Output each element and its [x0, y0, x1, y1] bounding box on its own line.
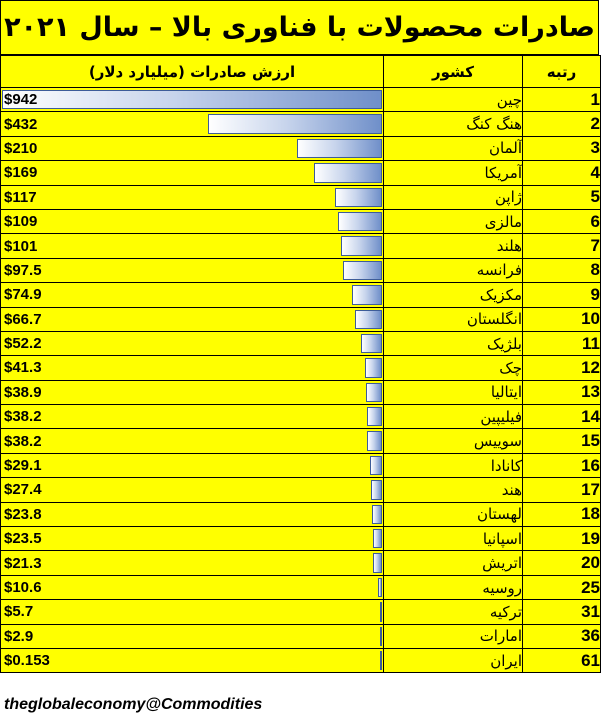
value-label: $97.5	[4, 261, 42, 279]
value-cell	[1, 136, 384, 160]
value-cell	[1, 600, 384, 624]
value-bar	[378, 578, 382, 597]
table-row	[1, 551, 601, 575]
value-label: $23.8	[4, 505, 42, 523]
table-row	[1, 453, 601, 477]
value-bar	[372, 505, 382, 524]
value-cell	[1, 648, 384, 672]
country-cell: لهستان	[384, 502, 523, 526]
table-row	[1, 575, 601, 599]
country-cell: چک	[384, 356, 523, 380]
value-label: $41.3	[4, 359, 42, 377]
country-cell: اسپانیا	[384, 527, 523, 551]
rank-cell: 18	[523, 502, 601, 526]
value-cell	[1, 209, 384, 233]
value-bar	[380, 602, 382, 621]
rank-cell: 11	[523, 331, 601, 355]
country-cell: آلمان	[384, 136, 523, 160]
value-bar	[380, 651, 382, 670]
table-row	[1, 648, 601, 672]
value-bar	[297, 139, 382, 158]
value-label: $10.6	[4, 579, 42, 596]
value-cell	[1, 453, 384, 477]
table-row	[1, 356, 601, 380]
value-bar	[352, 285, 382, 304]
country-cell: هنگ کنگ	[384, 112, 523, 136]
rank-cell: 5	[523, 185, 601, 209]
value-bar	[380, 627, 382, 646]
value-label: $23.5	[4, 530, 42, 548]
rank-cell: 16	[523, 453, 601, 477]
rank-cell: 20	[523, 551, 601, 575]
country-cell: ژاپن	[384, 185, 523, 209]
table-row	[1, 258, 601, 282]
value-label: $38.9	[4, 383, 42, 401]
rank-cell: 36	[523, 624, 601, 648]
value-label: $0.153	[4, 652, 50, 670]
value-cell	[1, 502, 384, 526]
table-row	[1, 527, 601, 551]
value-cell	[1, 575, 384, 599]
value-bar	[2, 90, 382, 109]
table-row	[1, 624, 601, 648]
table-row	[1, 88, 601, 112]
value-bar	[355, 310, 382, 329]
value-bar	[373, 529, 382, 548]
value-bar	[371, 480, 382, 499]
value-cell	[1, 380, 384, 404]
country-cell: هند	[384, 478, 523, 502]
footer-credit	[0, 690, 600, 720]
table-row	[1, 502, 601, 526]
value-label: $38.2	[4, 408, 42, 426]
table-row	[1, 405, 601, 429]
rank-cell: 31	[523, 600, 601, 624]
value-label: $432	[4, 115, 38, 133]
value-label: $210	[4, 139, 38, 157]
value-cell	[1, 234, 384, 258]
rank-cell: 61	[523, 648, 601, 672]
value-label: $117	[4, 188, 37, 206]
table-row	[1, 307, 601, 331]
rank-cell: 15	[523, 429, 601, 453]
value-cell	[1, 258, 384, 282]
value-label: $109	[4, 213, 38, 231]
table-row	[1, 161, 601, 185]
value-cell	[1, 307, 384, 331]
rank-cell: 9	[523, 283, 601, 307]
value-label: $52.2	[4, 335, 42, 353]
country-cell: فرانسه	[384, 258, 523, 282]
country-cell: کانادا	[384, 453, 523, 477]
value-bar	[366, 383, 382, 402]
rank-cell: 25	[523, 575, 601, 599]
rank-cell: 4	[523, 161, 601, 185]
value-label: $29.1	[4, 457, 42, 475]
table-row	[1, 478, 601, 502]
value-cell	[1, 88, 384, 112]
table-row	[1, 112, 601, 136]
value-bar	[338, 212, 382, 231]
value-label: $101	[4, 237, 38, 255]
value-cell	[1, 624, 384, 648]
value-cell	[1, 112, 384, 136]
value-cell	[1, 551, 384, 575]
country-cell: روسیه	[384, 575, 523, 599]
value-bar	[208, 114, 382, 133]
country-cell: ترکیه	[384, 600, 523, 624]
value-label: $66.7	[4, 310, 42, 328]
country-cell: بلژیک	[384, 331, 523, 355]
value-bar	[373, 553, 382, 572]
value-cell	[1, 405, 384, 429]
footer-source: theglobaleconomy	[4, 696, 146, 713]
rank-cell: 2	[523, 112, 601, 136]
table-title: صادرات محصولات با فناوری بالا – سال ۲۰۲۱	[0, 0, 599, 55]
rank-cell: 3	[523, 136, 601, 160]
table-row	[1, 429, 601, 453]
value-cell	[1, 527, 384, 551]
value-label: $27.4	[4, 481, 42, 499]
value-bar	[335, 188, 382, 207]
rank-cell: 19	[523, 527, 601, 551]
rank-cell: 7	[523, 234, 601, 258]
rank-cell: 17	[523, 478, 601, 502]
value-cell	[1, 356, 384, 380]
value-label: $38.2	[4, 432, 42, 450]
footer-handle: @Commodities	[145, 696, 263, 713]
country-cell: چین	[384, 88, 523, 112]
header-country: کشور	[384, 56, 523, 88]
rank-cell: 12	[523, 356, 601, 380]
rank-cell: 13	[523, 380, 601, 404]
value-label: $74.9	[4, 286, 42, 304]
value-cell	[1, 478, 384, 502]
country-cell: هلند	[384, 234, 523, 258]
country-cell: ایران	[384, 648, 523, 672]
country-cell: سوییس	[384, 429, 523, 453]
value-cell	[1, 429, 384, 453]
country-cell: امارات	[384, 624, 523, 648]
value-label: $21.3	[4, 554, 42, 572]
value-bar	[367, 431, 382, 450]
country-cell: آمریکا	[384, 161, 523, 185]
value-bar	[341, 236, 382, 255]
value-bar	[343, 261, 382, 280]
header-rank: رتبه	[523, 56, 601, 88]
country-cell: مکزیک	[384, 283, 523, 307]
table-row	[1, 209, 601, 233]
value-label: $5.7	[4, 603, 34, 621]
value-label: $942	[4, 91, 38, 109]
country-cell: فیلیپین	[384, 405, 523, 429]
table-row	[1, 331, 601, 355]
value-bar	[367, 407, 382, 426]
table-row	[1, 380, 601, 404]
rank-cell: 6	[523, 209, 601, 233]
country-cell: انگلستان	[384, 307, 523, 331]
value-label: $2.9	[4, 627, 34, 645]
value-label: $169	[4, 164, 38, 182]
country-cell: اتریش	[384, 551, 523, 575]
table-body	[1, 88, 601, 673]
value-cell	[1, 283, 384, 307]
table-row	[1, 283, 601, 307]
value-cell	[1, 331, 384, 355]
value-bar	[361, 334, 382, 353]
country-cell: ایتالیا	[384, 380, 523, 404]
country-cell: مالزی	[384, 209, 523, 233]
header-value: ارزش صادرات (میلیارد دلار)	[1, 56, 384, 88]
table-row	[1, 136, 601, 160]
rank-cell: 1	[523, 88, 601, 112]
data-grid	[0, 55, 601, 673]
table-row	[1, 185, 601, 209]
value-cell	[1, 185, 384, 209]
value-bar	[314, 163, 382, 182]
value-bar	[365, 358, 382, 377]
rank-cell: 10	[523, 307, 601, 331]
rank-cell: 14	[523, 405, 601, 429]
header-row	[1, 56, 601, 88]
rank-cell: 8	[523, 258, 601, 282]
value-bar	[370, 456, 382, 475]
table-row	[1, 234, 601, 258]
value-cell	[1, 161, 384, 185]
table-row	[1, 600, 601, 624]
